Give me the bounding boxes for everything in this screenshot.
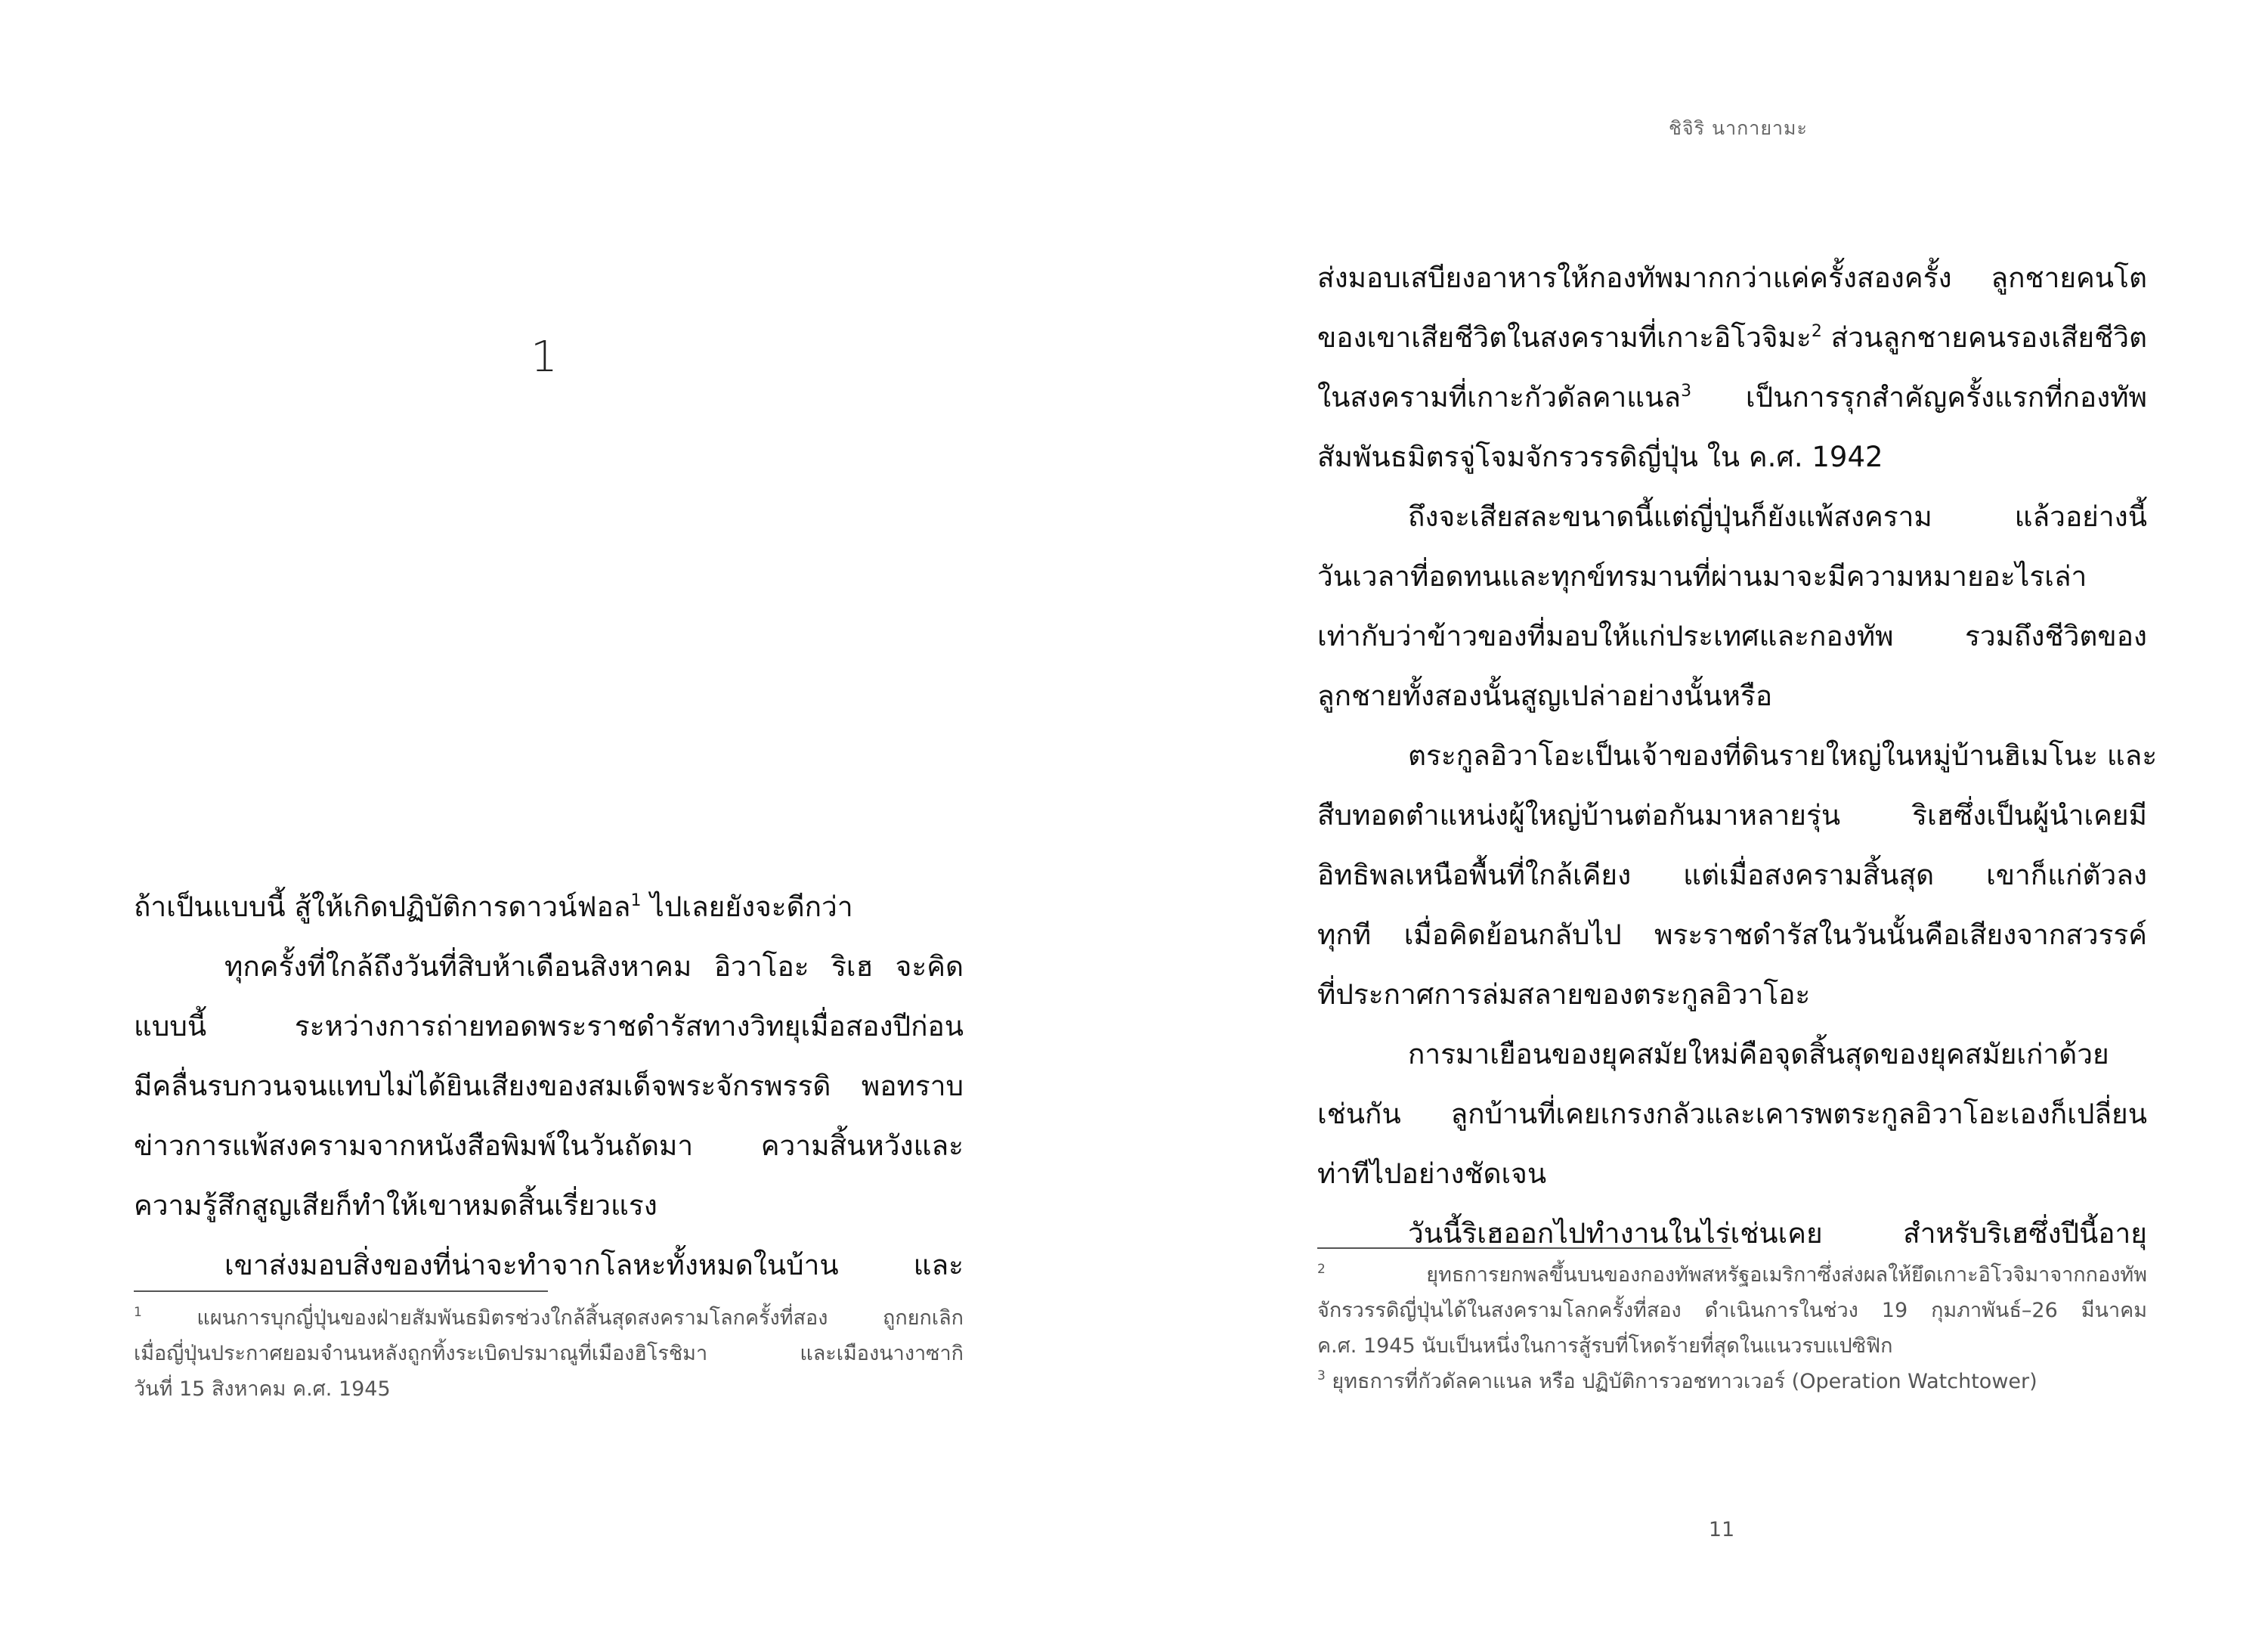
footnote-ref-1[interactable]: 1	[630, 891, 642, 910]
text-line: ท่าทีไปอย่างชัดเจน	[1317, 1157, 1547, 1190]
footnote-divider	[134, 1290, 548, 1292]
right-footnotes	[1317, 1257, 2147, 1399]
running-head: ชิจิริ นากายามะ	[1669, 117, 1808, 139]
text-line: ทุกครั้งที่ใกล้ถึงวันที่สิบห้าเดือนสิงหาคม อิวาโอะ ริเฮ จะคิด	[224, 950, 964, 983]
text-line: วันนี้ริเฮออกไปทำงานในไร่เช่นเคย สำหรับริเฮซึ่งปีนี้อายุ	[1408, 1217, 2147, 1250]
text-line: เท่ากับว่าข้าวของที่มอบให้แก่ประเทศและกองทัพ รวมถึงชีวิตของ	[1317, 620, 2147, 652]
text-line: ทุกที เมื่อคิดย้อนกลับไป พระราชดำรัสในวันนั้นคือเสียงจากสวรรค์	[1317, 919, 2147, 951]
text-run: เป็นการรุกสำคัญครั้งแรกที่กองทัพ	[1691, 381, 2147, 414]
text-line: ถึงจะเสียสละขนาดนี้แต่ญี่ปุ่นก็ยังแพ้สงคราม แล้วอย่างนี้	[1408, 500, 2147, 533]
footnote-line: ค.ศ. 1945 นับเป็นหนึ่งในการสู้รบที่โหดร้ายที่สุดในแนวรบแปซิฟิก	[1317, 1334, 1893, 1358]
footnote-marker: 1	[134, 1305, 142, 1320]
footnote-line	[1317, 1364, 2147, 1399]
text-line: ลูกชายทั้งสองนั้นสูญเปล่าอย่างนั้นหรือ	[1317, 680, 1773, 712]
text-run: ถ้าเป็นแบบนี้ สู้ให้เกิดปฏิบัติการดาวน์ฟอล	[134, 891, 631, 923]
left-footnotes	[134, 1300, 964, 1407]
text-line: การมาเยือนของยุคสมัยใหม่คือจุดสิ้นสุดของยุคสมัยเก่าด้วย	[1408, 1038, 2109, 1070]
text-line	[134, 877, 964, 937]
footnote-marker: 2	[1317, 1262, 1326, 1277]
footnote-line: เมื่อญี่ปุ่นประกาศยอมจำนนหลังถูกทิ้งระเบิดปรมาณูที่เมืองฮิโรชิมา และเมืองนางาซากิ	[134, 1342, 964, 1365]
text-line	[1317, 308, 2147, 367]
text-line: ที่ประกาศการล่มสลายของตระกูลอิวาโอะ	[1317, 978, 1811, 1011]
footnote-text: ยุทธการที่กัวดัลคาแนล หรือ ปฏิบัติการวอชทาวเวอร์ (Operation Watchtower)	[1325, 1370, 2037, 1393]
footnote-divider	[1317, 1247, 1731, 1249]
text-line: แบบนี้ ระหว่างการถ่ายทอดพระราชดำรัสทางวิทยุเมื่อสองปีก่อน	[134, 1010, 964, 1042]
text-line: วันเวลาที่อดทนและทุกข์ทรมานที่ผ่านมาจะมีความหมายอะไรเล่า	[1317, 560, 2087, 593]
left-body-text	[134, 877, 964, 1295]
footnote-ref-2[interactable]: 2	[1811, 322, 1822, 341]
right-body-text	[1317, 248, 2158, 1263]
footnote-marker: 3	[1317, 1368, 1326, 1383]
text-line: สืบทอดตำแหน่งผู้ใหญ่บ้านต่อกันมาหลายรุ่น ริเฮซึ่งเป็นผู้นำเคยมี	[1317, 799, 2147, 832]
text-line: เช่นกัน ลูกบ้านที่เคยเกรงกลัวและเคารพตระกูลอิวาโอะเองก็เปลี่ยน	[1317, 1098, 2147, 1130]
text-line: ข่าวการแพ้สงครามจากหนังสือพิมพ์ในวันถัดมา ความสิ้นหวังและ	[134, 1129, 964, 1162]
footnote-line: จักรวรรดิญี่ปุ่นได้ในสงครามโลกครั้งที่สอง ดำเนินการในช่วง 19 กุมภาพันธ์–26 มีนาคม	[1317, 1299, 2147, 1322]
text-run: ไปเลยยังจะดีกว่า	[641, 891, 853, 923]
footnote-ref-3[interactable]: 3	[1681, 382, 1692, 401]
text-line: ส่งมอบเสบียงอาหารให้กองทัพมากกว่าแค่ครั้งสองครั้ง ลูกชายคนโต	[1317, 262, 2147, 294]
text-run: ส่วนลูกชายคนรองเสียชีวิต	[1821, 321, 2147, 354]
text-run: ในสงครามที่เกาะกัวดัลคาแนล	[1317, 381, 1682, 414]
page-number: 11	[1708, 1518, 1735, 1541]
footnote-text: ยุทธการยกพลขึ้นบนของกองทัพสหรัฐอเมริกาซึ่งส่งผลให้ยึดเกาะอิโวจิมาจากกองทัพ	[1325, 1263, 2147, 1287]
chapter-number: 1	[531, 333, 558, 382]
text-run: ของเขาเสียชีวิตในสงครามที่เกาะอิโวจิมะ	[1317, 321, 1812, 354]
footnote-line	[134, 1300, 964, 1336]
text-line: อิทธิพลเหนือพื้นที่ใกล้เคียง แต่เมื่อสงครามสิ้นสุด เขาก็แก่ตัวลง	[1317, 859, 2147, 891]
footnote-line	[1317, 1257, 2147, 1293]
text-line: สัมพันธมิตรจู่โจมจักรวรรดิญี่ปุ่น ใน ค.ศ. 1942	[1317, 441, 1883, 473]
footnote-line: วันที่ 15 สิงหาคม ค.ศ. 1945	[134, 1377, 391, 1401]
text-line: ความรู้สึกสูญเสียก็ทำให้เขาหมดสิ้นเรี่ยวแรง	[134, 1189, 658, 1222]
footnote-text: แผนการบุกญี่ปุ่นของฝ่ายสัมพันธมิตรช่วงใกล้สิ้นสุดสงครามโลกครั้งที่สอง ถูกยกเลิก	[141, 1306, 964, 1330]
text-line: เขาส่งมอบสิ่งของที่น่าจะทำจากโลหะทั้งหมดในบ้าน และ	[224, 1249, 964, 1281]
text-line: มีคลื่นรบกวนจนแทบไม่ได้ยินเสียงของสมเด็จพระจักรพรรดิ พอทราบ	[134, 1070, 964, 1102]
text-line: ตระกูลอิวาโอะเป็นเจ้าของที่ดินรายใหญ่ในหมู่บ้านฮิเมโนะ และ	[1408, 739, 2158, 772]
text-line	[1317, 367, 2147, 427]
